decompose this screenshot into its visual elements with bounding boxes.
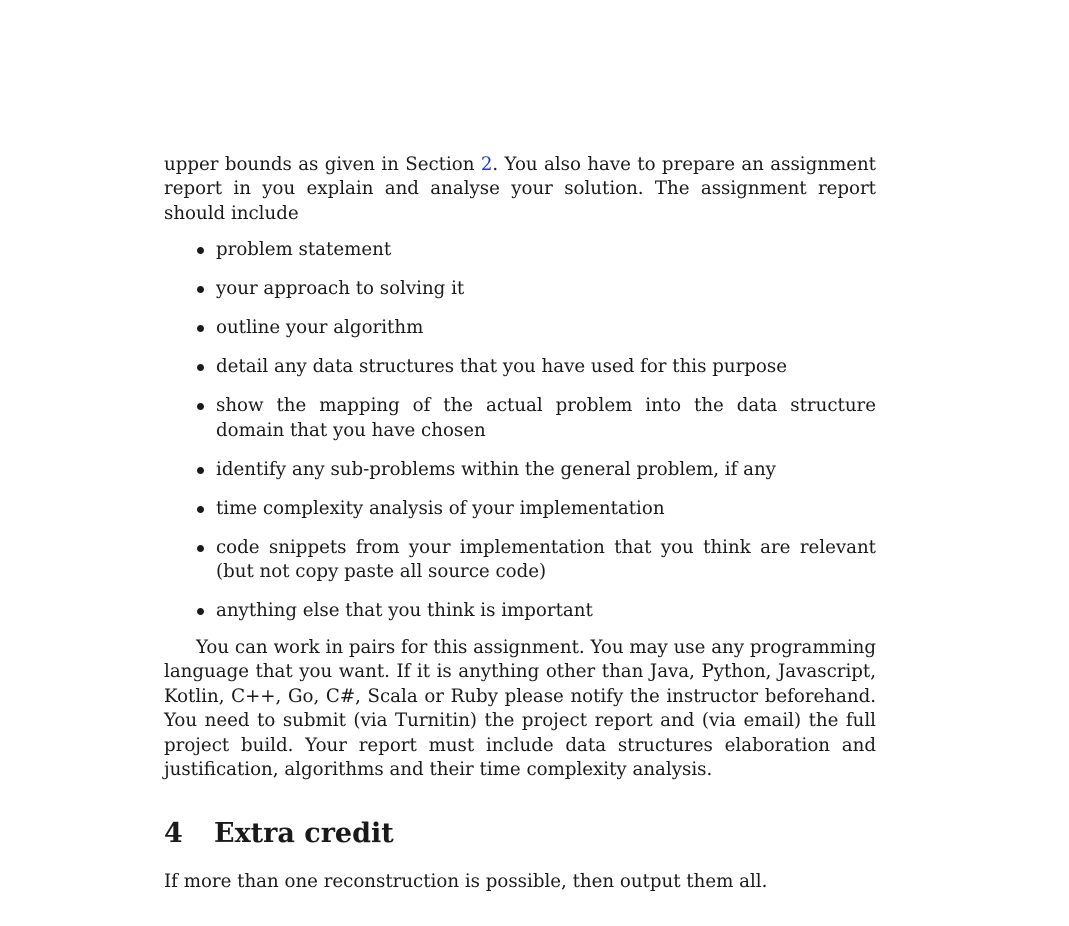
list-item [164, 277, 876, 301]
list-item-text: anything else that you think is important [216, 600, 593, 622]
list-item [164, 316, 876, 340]
bullet-icon [197, 467, 204, 474]
document-page [164, 153, 876, 895]
list-item-text: show the mapping of the actual problem into the data structure domain that you have chosen [216, 395, 876, 441]
list-item-text: code snippets from your implementation that you think are relevant (but not copy paste all source code) [216, 536, 876, 583]
bullet-icon [197, 286, 204, 293]
report-requirements-list [164, 238, 876, 623]
bullet-icon [197, 545, 204, 552]
section-heading [164, 818, 876, 850]
list-item [164, 599, 876, 623]
section-paragraph: If more than one reconstruction is possible, then output them all. [164, 871, 768, 893]
section-number: 4 [164, 818, 183, 850]
list-item-text: identify any sub-problems within the general problem, if any [216, 458, 776, 480]
pairs-paragraph: You can work in pairs for this assignment. You may use any programming language that you want. If it is anything other than Java, Python, Javascript, Kotlin, C++, Go, C#, Scala or Ruby please notify the instructor beforehand. You need to submit (via Turnitin) the project report and (via email) the full project build. Your report must include data structures elaboration and justification, algorithms and their time complexity analysis. [164, 637, 876, 781]
list-item-text: problem statement [216, 239, 392, 261]
bullet-icon [197, 325, 204, 332]
intro-text-after-ref: . You also have to prepare an assignment report in you explain and analyse your solution. The assignment report should include [164, 154, 876, 224]
list-item-text: outline your algorithm [216, 317, 424, 339]
bullet-icon [197, 247, 204, 254]
list-item [164, 238, 876, 262]
list-item [164, 394, 876, 443]
intro-text-before-ref: upper bounds as given in Section [164, 154, 481, 175]
bullet-icon [197, 506, 204, 513]
list-item-text: your approach to solving it [216, 278, 465, 300]
list-item [164, 458, 876, 482]
bullet-icon [197, 608, 204, 615]
intro-paragraph [164, 153, 876, 226]
section-reference-link[interactable]: 2 [480, 154, 493, 175]
list-item [164, 355, 876, 379]
bullet-icon [197, 364, 204, 371]
list-item-text: detail any data structures that you have used for this purpose [216, 356, 787, 378]
list-item-text: time complexity analysis of your implementation [216, 497, 665, 519]
section-title: Extra credit [214, 818, 394, 850]
list-item [164, 536, 876, 585]
bullet-icon [197, 403, 204, 410]
list-item [164, 497, 876, 521]
